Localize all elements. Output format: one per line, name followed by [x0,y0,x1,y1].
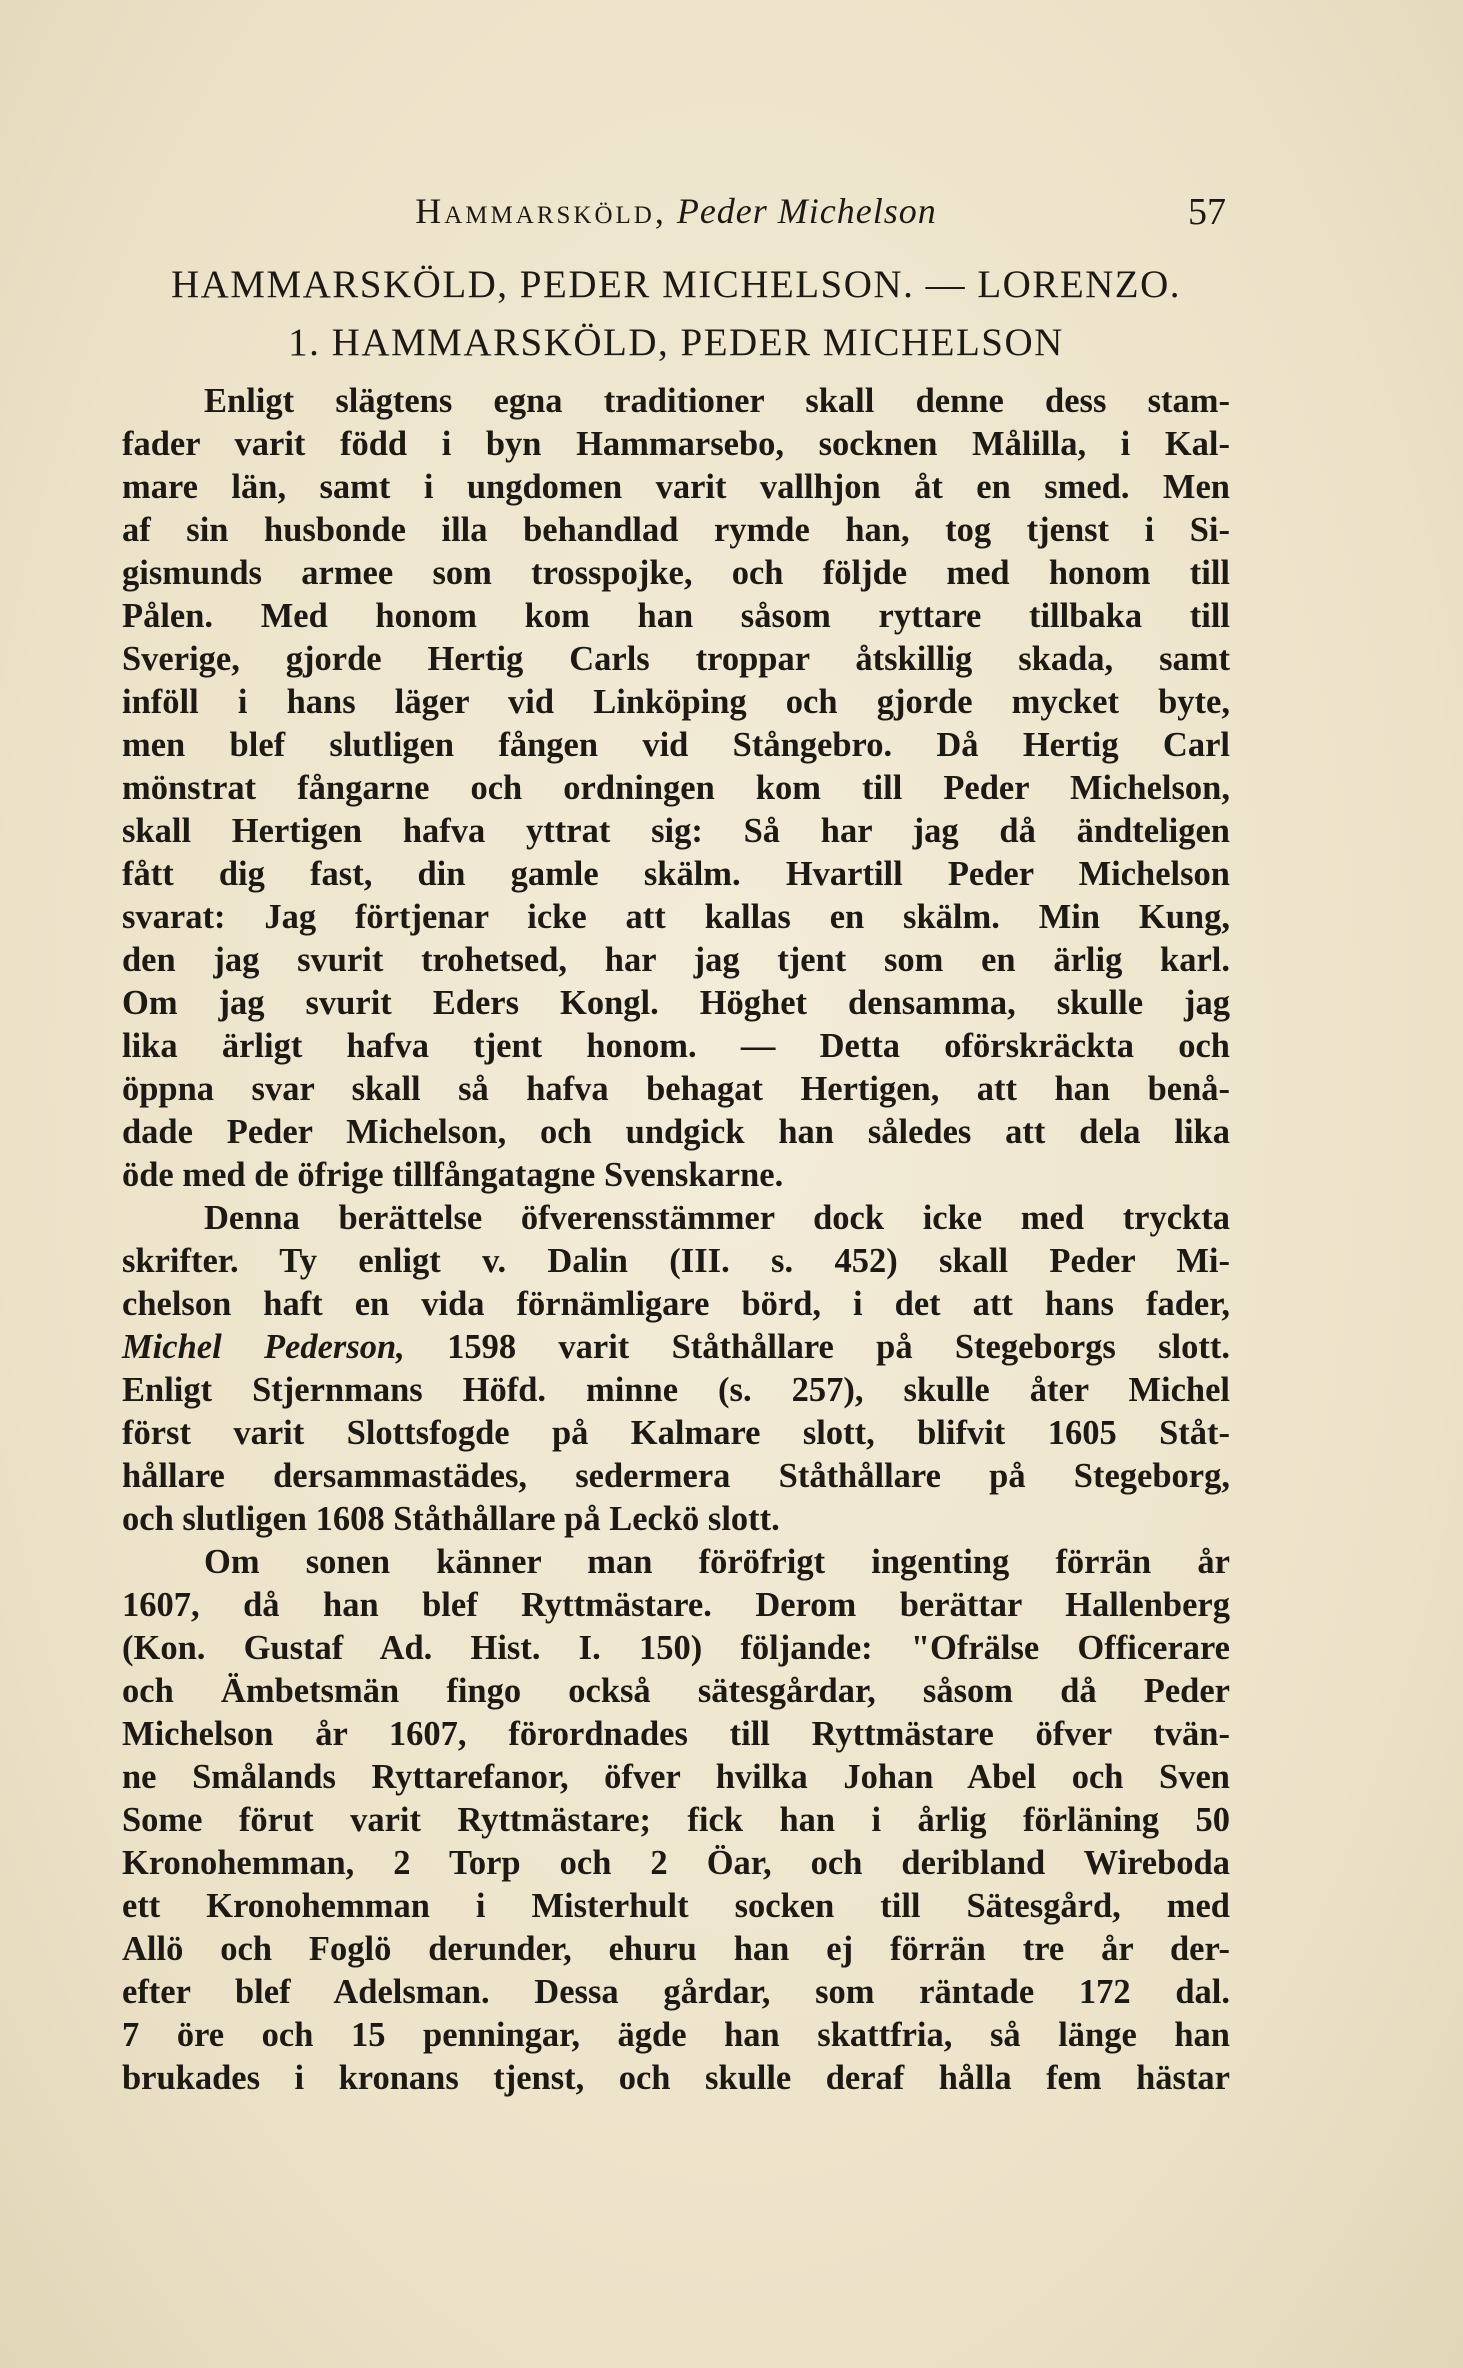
paragraph-3 [122,1541,1230,2100]
text-line: chelson haft en vida förnämligare börd, i det att hans fader, [122,1285,1230,1323]
text-line: brukades i kronans tjenst, och skulle deraf hålla fem hästar [122,2059,1230,2097]
text-line: af sin husbonde illa behandlad rymde han, tog tjenst i Si- [122,511,1230,549]
paragraph-1 [122,380,1230,1197]
text-line: först varit Slottsfogde på Kalmare slott, blifvit 1605 Ståt- [122,1414,1230,1452]
text-line: och Ämbetsmän fingo också sätesgårdar, såsom då Peder [122,1672,1230,1710]
text-line: 7 öre och 15 penningar, ägde han skattfria, så länge han [122,2016,1230,2054]
entry-heading: HAMMARSKÖLD, PEDER MICHELSON. — LORENZO. [170,263,1182,306]
text-line-with-name: Michel Pederson, 1598 varit Ståthållare på Stegeborgs slott. [122,1328,1230,1366]
text-line: dade Peder Michelson, och undgick han således att dela lika [122,1113,1230,1151]
text-line: gismunds armee som trosspojke, och följde med honom till [122,554,1230,592]
text-line: och slutligen 1608 Ståthållare på Leckö slott. [122,1500,780,1538]
entry-subheading: 1. HAMMARSKÖLD, PEDER MICHELSON [288,321,1064,364]
text-line: Enligt slägtens egna traditioner skall denne dess stam- [204,382,1230,420]
running-head [122,190,1230,240]
text-line: mönstrat fångarne och ordningen kom till Peder Michelson, [122,769,1230,807]
running-head-title [122,190,1230,232]
text-line: öppna svar skall så hafva behagat Hertigen, att han benå- [122,1070,1230,1108]
text-line: Om sonen känner man föröfrigt ingenting förrän år [204,1543,1230,1581]
text-line: hållare dersammastädes, sedermera Ståthållare på Stegeborg, [122,1457,1230,1495]
text-line: Allö och Foglö derunder, ehuru han ej förrän tre år der- [122,1930,1230,1968]
text-line: Denna berättelse öfverensstämmer dock icke med tryckta [204,1199,1230,1237]
running-head-subject: Peder Michelson [676,191,937,231]
text-line: ne Smålands Ryttarefanor, öfver hvilka Johan Abel och Sven [122,1758,1230,1796]
text-line: men blef slutligen fången vid Stångebro. Då Hertig Carl [122,726,1230,764]
text-line: den jag svurit trohetsed, har jag tjent som en ärlig karl. [122,941,1230,979]
text-line: ett Kronohemman i Misterhult socken till Sätesgård, med [122,1887,1230,1925]
text-line: skall Hertigen hafva yttrat sig: Så har jag då ändteligen [122,812,1230,850]
text-line: Pålen. Med honom kom han såsom ryttare tillbaka till [122,597,1230,635]
text-line: efter blef Adelsman. Dessa gårdar, som räntade 172 dal. [122,1973,1230,2011]
text-line: (Kon. Gustaf Ad. Hist. I. 150) följande: "Ofrälse Officerare [122,1629,1230,1667]
text-line: Some förut varit Ryttmästare; fick han i årlig förläning 50 [122,1801,1230,1839]
italic-name: Michel Pederson, [122,1328,405,1366]
text-line: Kronohemman, 2 Torp och 2 Öar, och deribland Wireboda [122,1844,1230,1882]
running-head-name: Hammarsköld, [415,191,667,231]
text-line: svarat: Jag förtjenar icke att kallas en skälm. Min Kung, [122,898,1230,936]
text-line: lika ärligt hafva tjent honom. — Detta oförskräckta och [122,1027,1230,1065]
text-line: Om jag svurit Eders Kongl. Höghet densamma, skulle jag [122,984,1230,1022]
text-line: skrifter. Ty enligt v. Dalin (III. s. 452) skall Peder Mi- [122,1242,1230,1280]
text-line: inföll i hans läger vid Linköping och gjorde mycket byte, [122,683,1230,721]
article-body [122,380,1230,2100]
text-line: Enligt Stjernmans Höfd. minne (s. 257), skulle åter Michel [122,1371,1230,1409]
text-line: fader varit född i byn Hammarsebo, socknen Målilla, i Kal- [122,425,1230,463]
text-line: Michelson år 1607, förordnades till Ryttmästare öfver tvän- [122,1715,1230,1753]
text-line: Sverige, gjorde Hertig Carls troppar åtskillig skada, samt [122,640,1230,678]
text-line: fått dig fast, din gamle skälm. Hvartill Peder Michelson [122,855,1230,893]
paragraph-2 [122,1197,1230,1541]
page-number: 57 [1188,191,1226,233]
text-line: 1607, då han blef Ryttmästare. Derom berättar Hallenberg [122,1586,1230,1624]
text-line: öde med de öfrige tillfångatagne Svenskarne. [122,1156,784,1194]
text-line: mare län, samt i ungdomen varit vallhjon åt en smed. Men [122,468,1230,506]
